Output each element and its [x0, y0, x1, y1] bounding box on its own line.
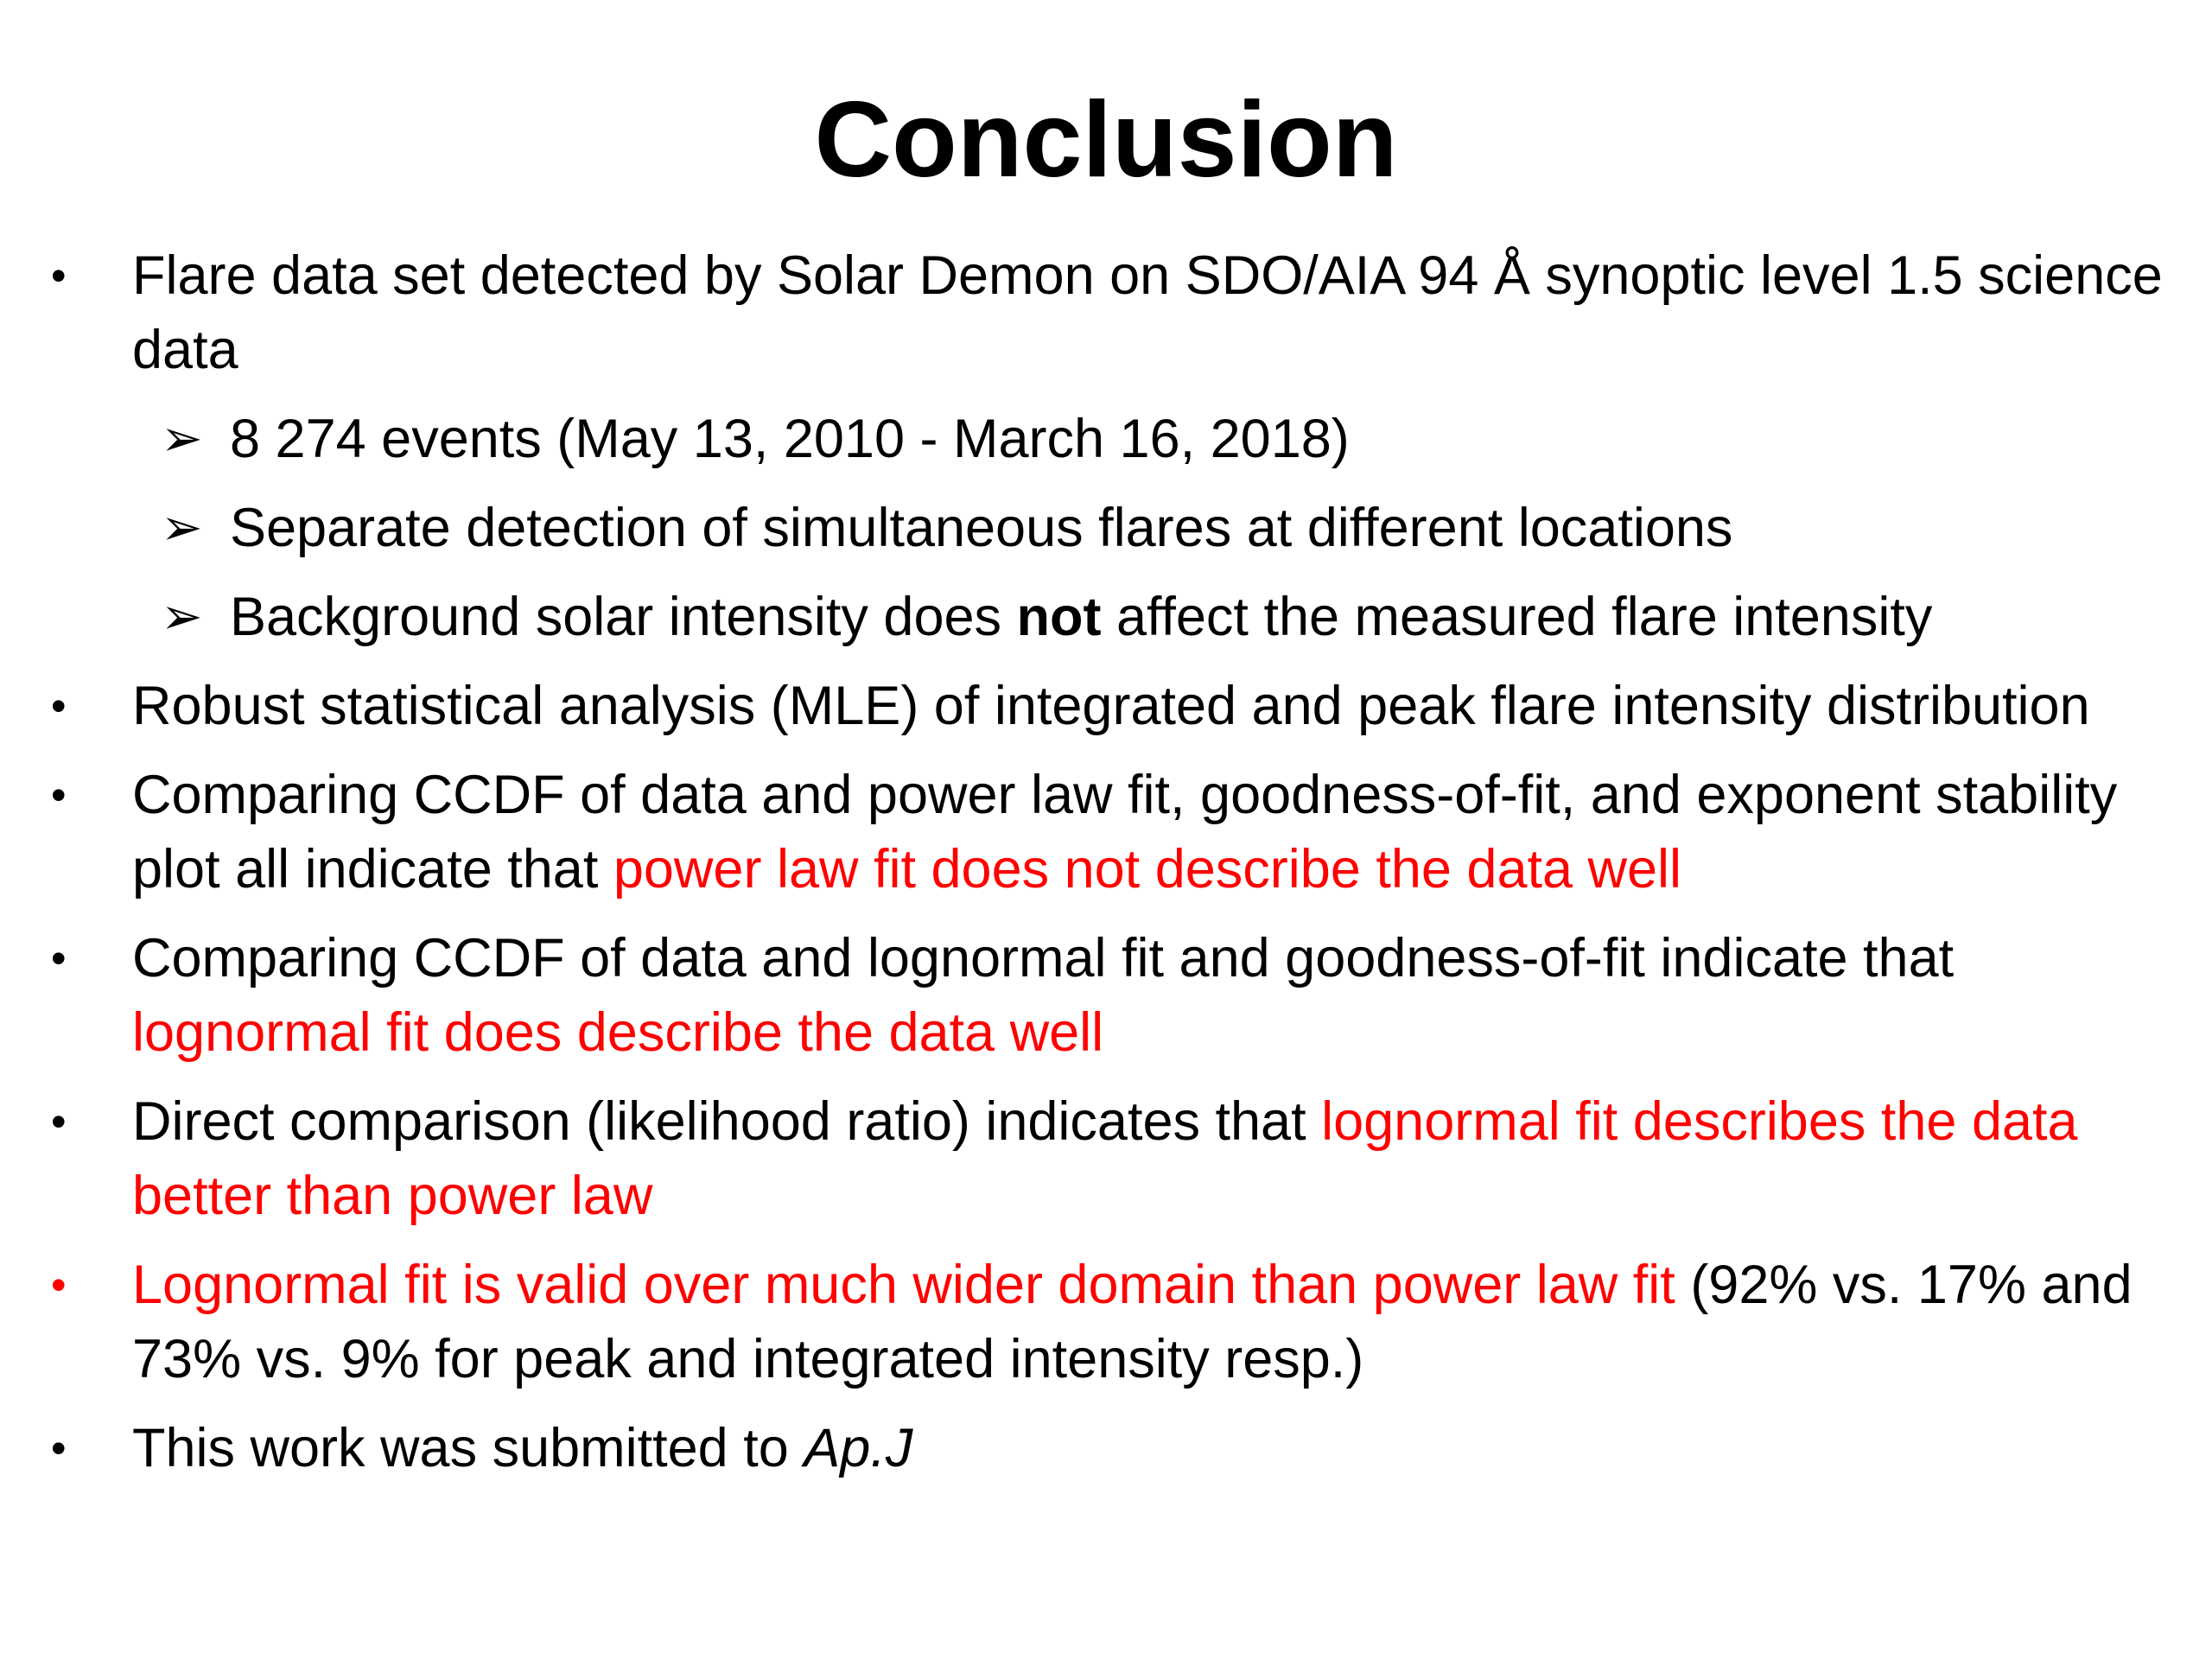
bullet-text-segment: power law fit does not describe the data well	[613, 839, 1682, 899]
bullet-text-segment: Comparing CCDF of data and lognormal fit and goodness-of-fit indicate that	[132, 928, 1955, 988]
bullet-text-segment: This work was submitted to	[132, 1418, 804, 1478]
bullet-item	[51, 1248, 2202, 1396]
bullet-dot-icon: •	[51, 682, 67, 730]
bullet-text-segment: Separate detection of simultaneous flares at different locations	[230, 498, 1733, 558]
sub-bullet-item	[161, 491, 2200, 565]
arrow-bullet-icon: ➢	[161, 499, 203, 556]
slide-title: Conclusion	[814, 80, 1398, 200]
bullet-dot-icon: •	[51, 1261, 67, 1309]
bullet-text-segment: Lognormal fit is valid over much wider domain than power law fit	[132, 1255, 1675, 1315]
bullet-text-segment: lognormal fit describes the data better than power law	[132, 1091, 2078, 1226]
bullet-text-segment: not	[1016, 587, 1102, 647]
bullet-text-segment: affect the measured flare intensity	[1101, 587, 1933, 647]
bullet-text-segment: Ap.J	[804, 1418, 913, 1478]
bullet-text-segment: Background solar intensity does	[230, 587, 1017, 647]
sub-bullet-item	[161, 580, 2200, 654]
bullet-text-segment: Robust statistical analysis (MLE) of integrated and peak flare intensity distribution	[132, 676, 2090, 736]
bullet-text-segment: (92% vs. 17% and 73% vs. 9% for peak and integrated intensity resp.)	[132, 1255, 2133, 1389]
bullet-item	[51, 921, 2202, 1070]
arrow-bullet-icon: ➢	[161, 410, 203, 467]
bullet-item	[51, 238, 2202, 387]
bullet-item	[51, 1084, 2202, 1233]
bullet-item	[51, 669, 2202, 743]
bullet-item	[51, 758, 2202, 906]
bullet-text-segment: Direct comparison (likelihood ratio) indicates that	[132, 1091, 1322, 1152]
bullet-text-segment: Comparing CCDF of data and power law fit, goodness-of-fit, and exponent stability plot all indicate that	[132, 765, 2118, 899]
bullet-text-segment: 8 274 events (May 13, 2010 - March 16, 2018)	[230, 409, 1350, 469]
bullet-text-segment: lognormal fit does describe the data well	[132, 1002, 1104, 1063]
bullet-dot-icon: •	[51, 1097, 67, 1146]
bullet-text-segment: Flare data set detected by Solar Demon on SDO/AIA 94 Å synoptic level 1.5 science data	[132, 245, 2163, 380]
bullet-dot-icon: •	[51, 251, 67, 300]
bullet-dot-icon: •	[51, 934, 67, 982]
bullet-list	[0, 238, 2212, 1485]
bullet-dot-icon: •	[51, 771, 67, 819]
sub-bullet-item	[161, 402, 2200, 476]
arrow-bullet-icon: ➢	[161, 588, 203, 645]
bullet-dot-icon: •	[51, 1424, 67, 1472]
bullet-item	[51, 1411, 2202, 1485]
